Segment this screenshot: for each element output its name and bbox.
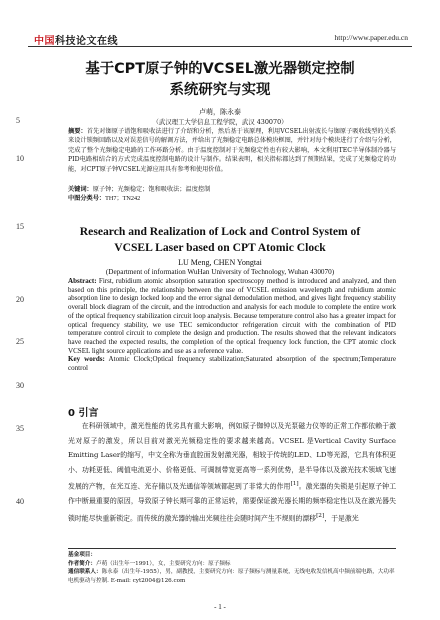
citation-ref[interactable]: [1]: [290, 481, 299, 488]
abstract-cn-text: 首先对铷原子谱饱和吸收法进行了介绍和分析，然后基于该原理，利用VCSEL出射波长与铷原子吸收线型的关系来设计锁频回路以及对误差信号的解调方法，并给出了光频稳定电路总体模块框图，并针对每个模块进行了介绍与分析，完成了整个光频稳定电路的工作环路分析。由于温度控制对于光频稳定性也有较大影响，本文利用TEC半导体制冷器与PID电路相结合的方式完成温度控制电路的设计与制作。结果表明，相关指标都达到了预期结果，完成了光频稳定的功能，对CPT原子钟VCSEL光源应用具有参考和使用价值。: [68, 128, 396, 173]
affiliation-cn: （武汉理工大学信息工程学院，武汉 430070）: [152, 118, 288, 126]
footnote-author: 作者简介：卢萌（出生年一1991），女，主要研究方向：原子频标: [68, 560, 231, 567]
footnote-correspondence: 通信联系人：陈永泰（出生年-1955），男，副教授，主要研究方向：原子频标与测量系统，无线电收发信机高中频前端电路，大功率电机驱动与控制. E-mail: cyt2004@126.com: [68, 569, 395, 584]
abstract-cn-label: 摘要：: [68, 128, 87, 135]
line-number: 10: [16, 154, 24, 163]
abstract-cn: [68, 127, 396, 174]
logo-part-2: 科技论文在线: [55, 36, 118, 47]
line-number: 5: [16, 116, 20, 125]
line-number: 15: [16, 222, 24, 231]
citation-ref[interactable]: [2]: [316, 512, 325, 519]
logo-part-1: 中国: [34, 36, 55, 47]
keywords-en-text: Atomic Clock;Optical frequency stabilization;Saturated absorption of the spectrum;Temperature control: [68, 355, 396, 373]
title-cn-line1: 基于CPT原子钟的VCSEL激光器锁定控制: [85, 61, 355, 77]
clc-cn: [68, 194, 396, 203]
keywords-cn-label: 关键词：: [68, 186, 93, 193]
page-number: - 1 -: [214, 603, 226, 611]
body-paragraph: 在科研领域中，激光性能的优劣具有重大影响，例如原子铷钟以及光泵磁力仪等的正常工作都依赖于激光对原子的激发，所以目前对激光光频稳定性的要求越来越高。VCSEL 是Vertical Cavity Surface Emitting Laser的缩写，中文全称为垂直腔面发射激光器，相较于传统的LED、LD等光源，它具有体积更小、功耗更低、阈值电流更小、价格更低、可调制带宽更高等一系列优势，是半导体以及激光技术领域飞速发展的产物，在光互连、光存储以及光通信等领域都起到了非常大的作用[1]。激光器的失锁是引起原子钟工作中断最重要的原因，导致原子钟长期可靠的正常运转，需要保证激光器长期的频率稳定性以及在激光器失锁时能尽快重新锁定。而传统的激光器的输出光频往往会随时间产生不规则的漂移[2]，于是激光: [68, 422, 396, 523]
title-en-line2: VCSEL Laser based on CPT Atomic Clock: [114, 241, 326, 254]
site-url[interactable]: http://www.paper.edu.cn: [334, 33, 408, 42]
title-cn-line2: 系统研究与实现: [169, 82, 271, 98]
line-number: 30: [16, 381, 24, 390]
page-header: [28, 30, 412, 47]
abstract-en-text: First, rubidium atomic absorption saturation spectroscopy method is introduced and analyzed, and then based on this principle, the relationship between the use of VCSEL emission wavelength and rubidium atomic absorption line to design locked loop and the error signal demodulation method, and gives light frequency stability overall block diagram of the circuit, and the introduction and analysis for each module to complete the entire work of the optical frequency stabilization circuit loop analysis. Because temperature control also has a greater impact for optical frequency stability, we use TEC semiconductor refrigeration circuit with the combination of PID temperature control circuit to complete the design and production. The results showed that the relevant indicators have reached the expected results, the completion of the optical frequency lock function, the CPT atomic clock VCSEL light source applications and use as a reference value.: [68, 277, 396, 355]
title-en-line1: Research and Realization of Lock and Control System of: [79, 225, 361, 238]
footnotes: [68, 548, 396, 585]
clc-cn-label: 中图分类号：: [68, 195, 106, 202]
authors-en: LU Meng, CHEN Yongtai: [178, 258, 262, 267]
footnote-funding: 基金项目：: [68, 552, 96, 558]
keywords-cn: [68, 185, 396, 194]
abstract-en: [68, 277, 396, 373]
line-number: 40: [16, 497, 24, 506]
site-logo[interactable]: [34, 32, 118, 47]
section-heading: 0 引言: [68, 408, 99, 419]
authors-cn: 卢萌，陈永泰: [199, 108, 241, 116]
keywords-en-label: Key words:: [68, 355, 105, 364]
line-number: 35: [16, 424, 24, 433]
body-text: [68, 419, 396, 526]
line-number: 25: [16, 337, 24, 346]
affiliation-en: (Department of information WuHan University of Technology, Wuhan 430070): [105, 268, 335, 276]
clc-cn-text: TH7；TN242: [105, 195, 141, 202]
line-number: 20: [16, 295, 24, 304]
keywords-cn-text: 原子钟；光频稳定；饱和吸收法；温度控制: [92, 186, 211, 193]
abstract-en-label: Abstract:: [68, 277, 97, 285]
